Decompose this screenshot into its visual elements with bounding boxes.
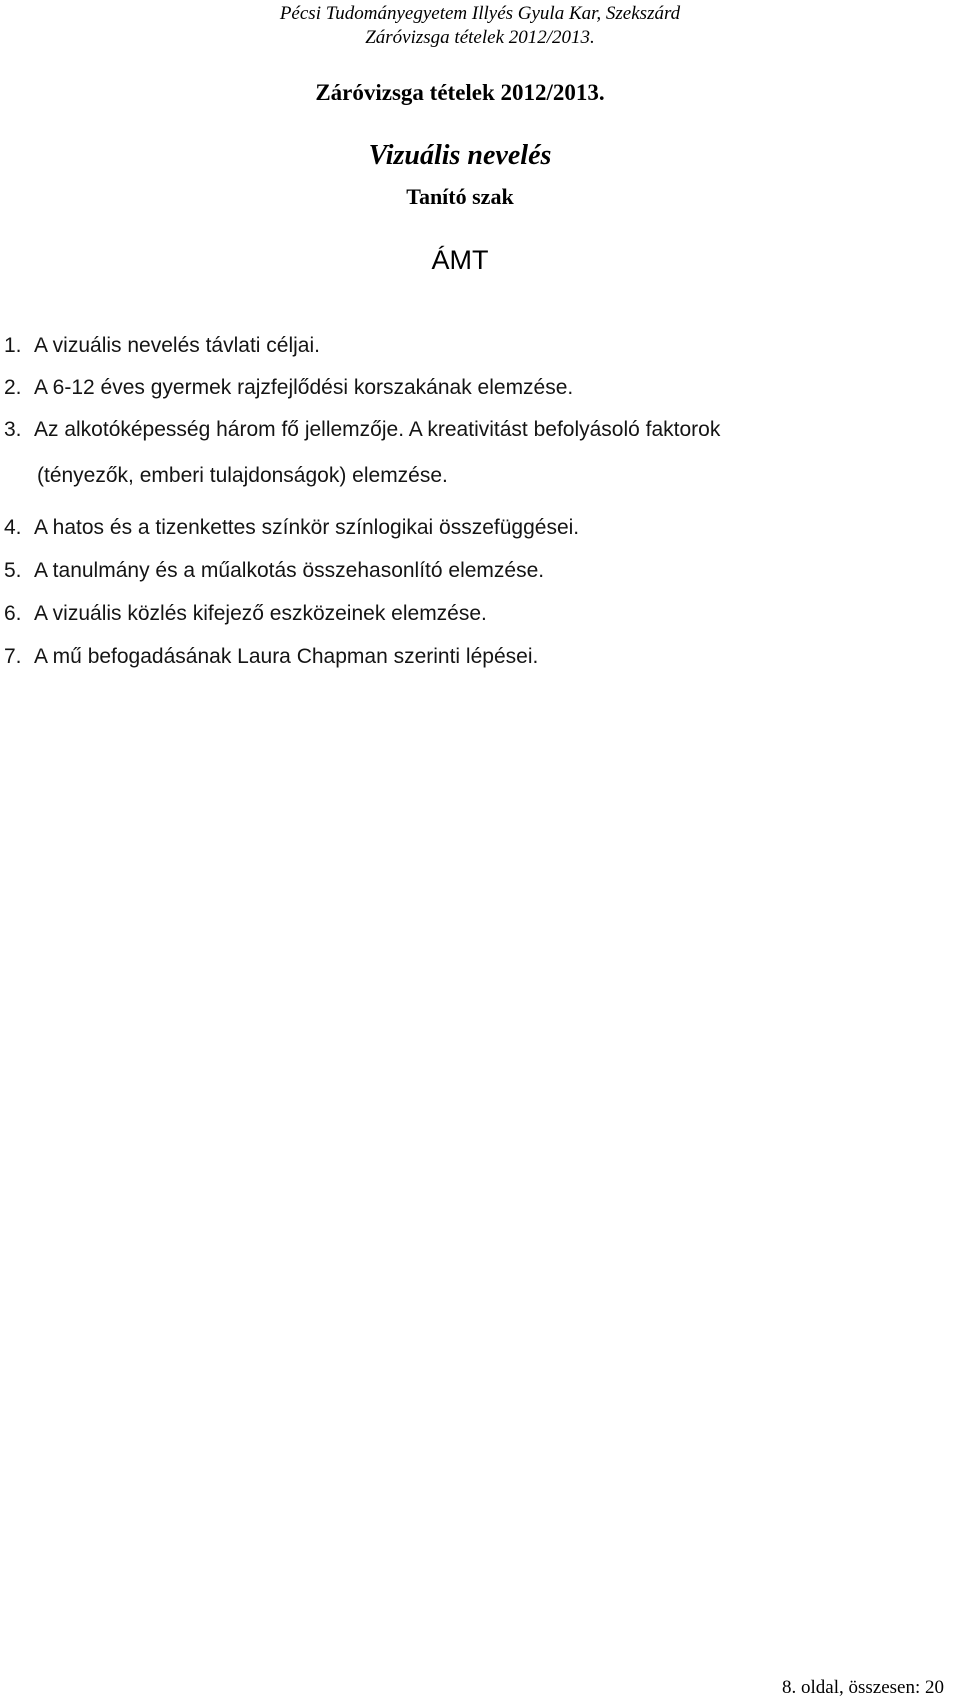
topic-number: 5. <box>4 559 22 582</box>
topic-item-6 <box>4 601 952 627</box>
topic-text: A hatos és a tizenkettes színkör színlogikai összefüggései. <box>34 516 580 539</box>
topic-item-2 <box>4 375 952 401</box>
topic-item-7 <box>4 644 952 670</box>
topic-item-1 <box>4 333 952 359</box>
topic-text: A tanulmány és a műalkotás összehasonlító elemzése. <box>34 559 545 582</box>
topic-text: A mű befogadásának Laura Chapman szerinti lépései. <box>34 645 539 668</box>
topic-text: A vizuális közlés kifejező eszközeinek elemzése. <box>34 602 487 625</box>
header-subtitle: Záróvizsga tételek 2012/2013. <box>365 27 595 48</box>
running-header <box>0 2 960 50</box>
topic-text: A 6-12 éves gyermek rajzfejlődési korszakának elemzése. <box>34 376 574 399</box>
topic-text: Az alkotóképesség három fő jellemzője. A kreativitást befolyásoló faktorok <box>34 418 721 441</box>
header-institution: Pécsi Tudományegyetem Illyés Gyula Kar, Szekszárd <box>279 3 681 24</box>
program-code: ÁMT <box>431 245 489 275</box>
topic-number: 3. <box>4 418 22 441</box>
topic-item-5 <box>4 558 952 584</box>
subject-title: Vizuális nevelés <box>368 140 552 171</box>
page-footer: 8. oldal, összesen: 20 <box>781 1677 944 1698</box>
topic-number: 4. <box>4 516 22 539</box>
document-title: Záróvizsga tételek 2012/2013. <box>315 80 605 105</box>
topic-number: 2. <box>4 376 22 399</box>
topic-text: A vizuális nevelés távlati céljai. <box>34 334 320 357</box>
topic-number: 1. <box>4 334 22 357</box>
topic-number: 7. <box>4 645 22 668</box>
topic-text-continued: (tényezők, emberi tulajdonságok) elemzése. <box>37 464 448 487</box>
topic-item-4 <box>4 515 952 541</box>
program-name: Tanító szak <box>406 184 514 209</box>
topic-number: 6. <box>4 602 22 625</box>
topic-item-3 <box>4 417 952 489</box>
